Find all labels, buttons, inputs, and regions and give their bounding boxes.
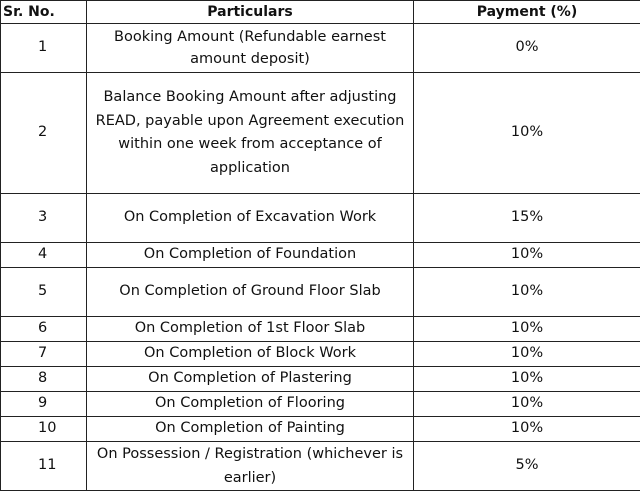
- table-row: [1, 367, 640, 392]
- row-payment: 10%: [414, 73, 640, 194]
- row-payment: 10%: [414, 317, 640, 342]
- row-payment: 0%: [414, 24, 640, 73]
- row-payment: 10%: [414, 417, 640, 442]
- row-payment: 10%: [414, 392, 640, 417]
- row-sr-no: 11: [1, 442, 87, 491]
- header-sr-no: Sr. No.: [1, 1, 87, 24]
- table-row: [1, 392, 640, 417]
- row-sr-no: 5: [1, 268, 87, 317]
- header-payment: Payment (%): [414, 1, 640, 24]
- table-row: [1, 73, 640, 194]
- row-sr-no: 8: [1, 367, 87, 392]
- row-particulars: Balance Booking Amount after adjusting READ, payable upon Agreement execution within one week from acceptance of application: [87, 73, 414, 194]
- row-payment: 10%: [414, 243, 640, 268]
- table-row: [1, 24, 640, 73]
- table-header-row: [1, 1, 640, 24]
- row-sr-no: 6: [1, 317, 87, 342]
- row-sr-no: 2: [1, 73, 87, 194]
- table-row: [1, 417, 640, 442]
- row-particulars: On Possession / Registration (whichever is earlier): [87, 442, 414, 491]
- row-sr-no: 4: [1, 243, 87, 268]
- row-sr-no: 1: [1, 24, 87, 73]
- row-payment: 10%: [414, 268, 640, 317]
- row-particulars: On Completion of Flooring: [87, 392, 414, 417]
- row-sr-no: 10: [1, 417, 87, 442]
- table-row: [1, 442, 640, 491]
- row-particulars: Booking Amount (Refundable earnest amount deposit): [87, 24, 414, 73]
- table-row: [1, 243, 640, 268]
- row-payment: 15%: [414, 194, 640, 243]
- row-particulars: On Completion of Foundation: [87, 243, 414, 268]
- row-sr-no: 9: [1, 392, 87, 417]
- table-row: [1, 342, 640, 367]
- row-particulars: On Completion of 1st Floor Slab: [87, 317, 414, 342]
- row-sr-no: 7: [1, 342, 87, 367]
- table-row: [1, 268, 640, 317]
- row-particulars: On Completion of Block Work: [87, 342, 414, 367]
- row-payment: 10%: [414, 367, 640, 392]
- row-payment: 10%: [414, 342, 640, 367]
- row-particulars: On Completion of Plastering: [87, 367, 414, 392]
- row-particulars: On Completion of Ground Floor Slab: [87, 268, 414, 317]
- row-payment: 5%: [414, 442, 640, 491]
- row-particulars: On Completion of Excavation Work: [87, 194, 414, 243]
- header-particulars: Particulars: [87, 1, 414, 24]
- row-sr-no: 3: [1, 194, 87, 243]
- table-row: [1, 317, 640, 342]
- table-row: [1, 194, 640, 243]
- row-particulars: On Completion of Painting: [87, 417, 414, 442]
